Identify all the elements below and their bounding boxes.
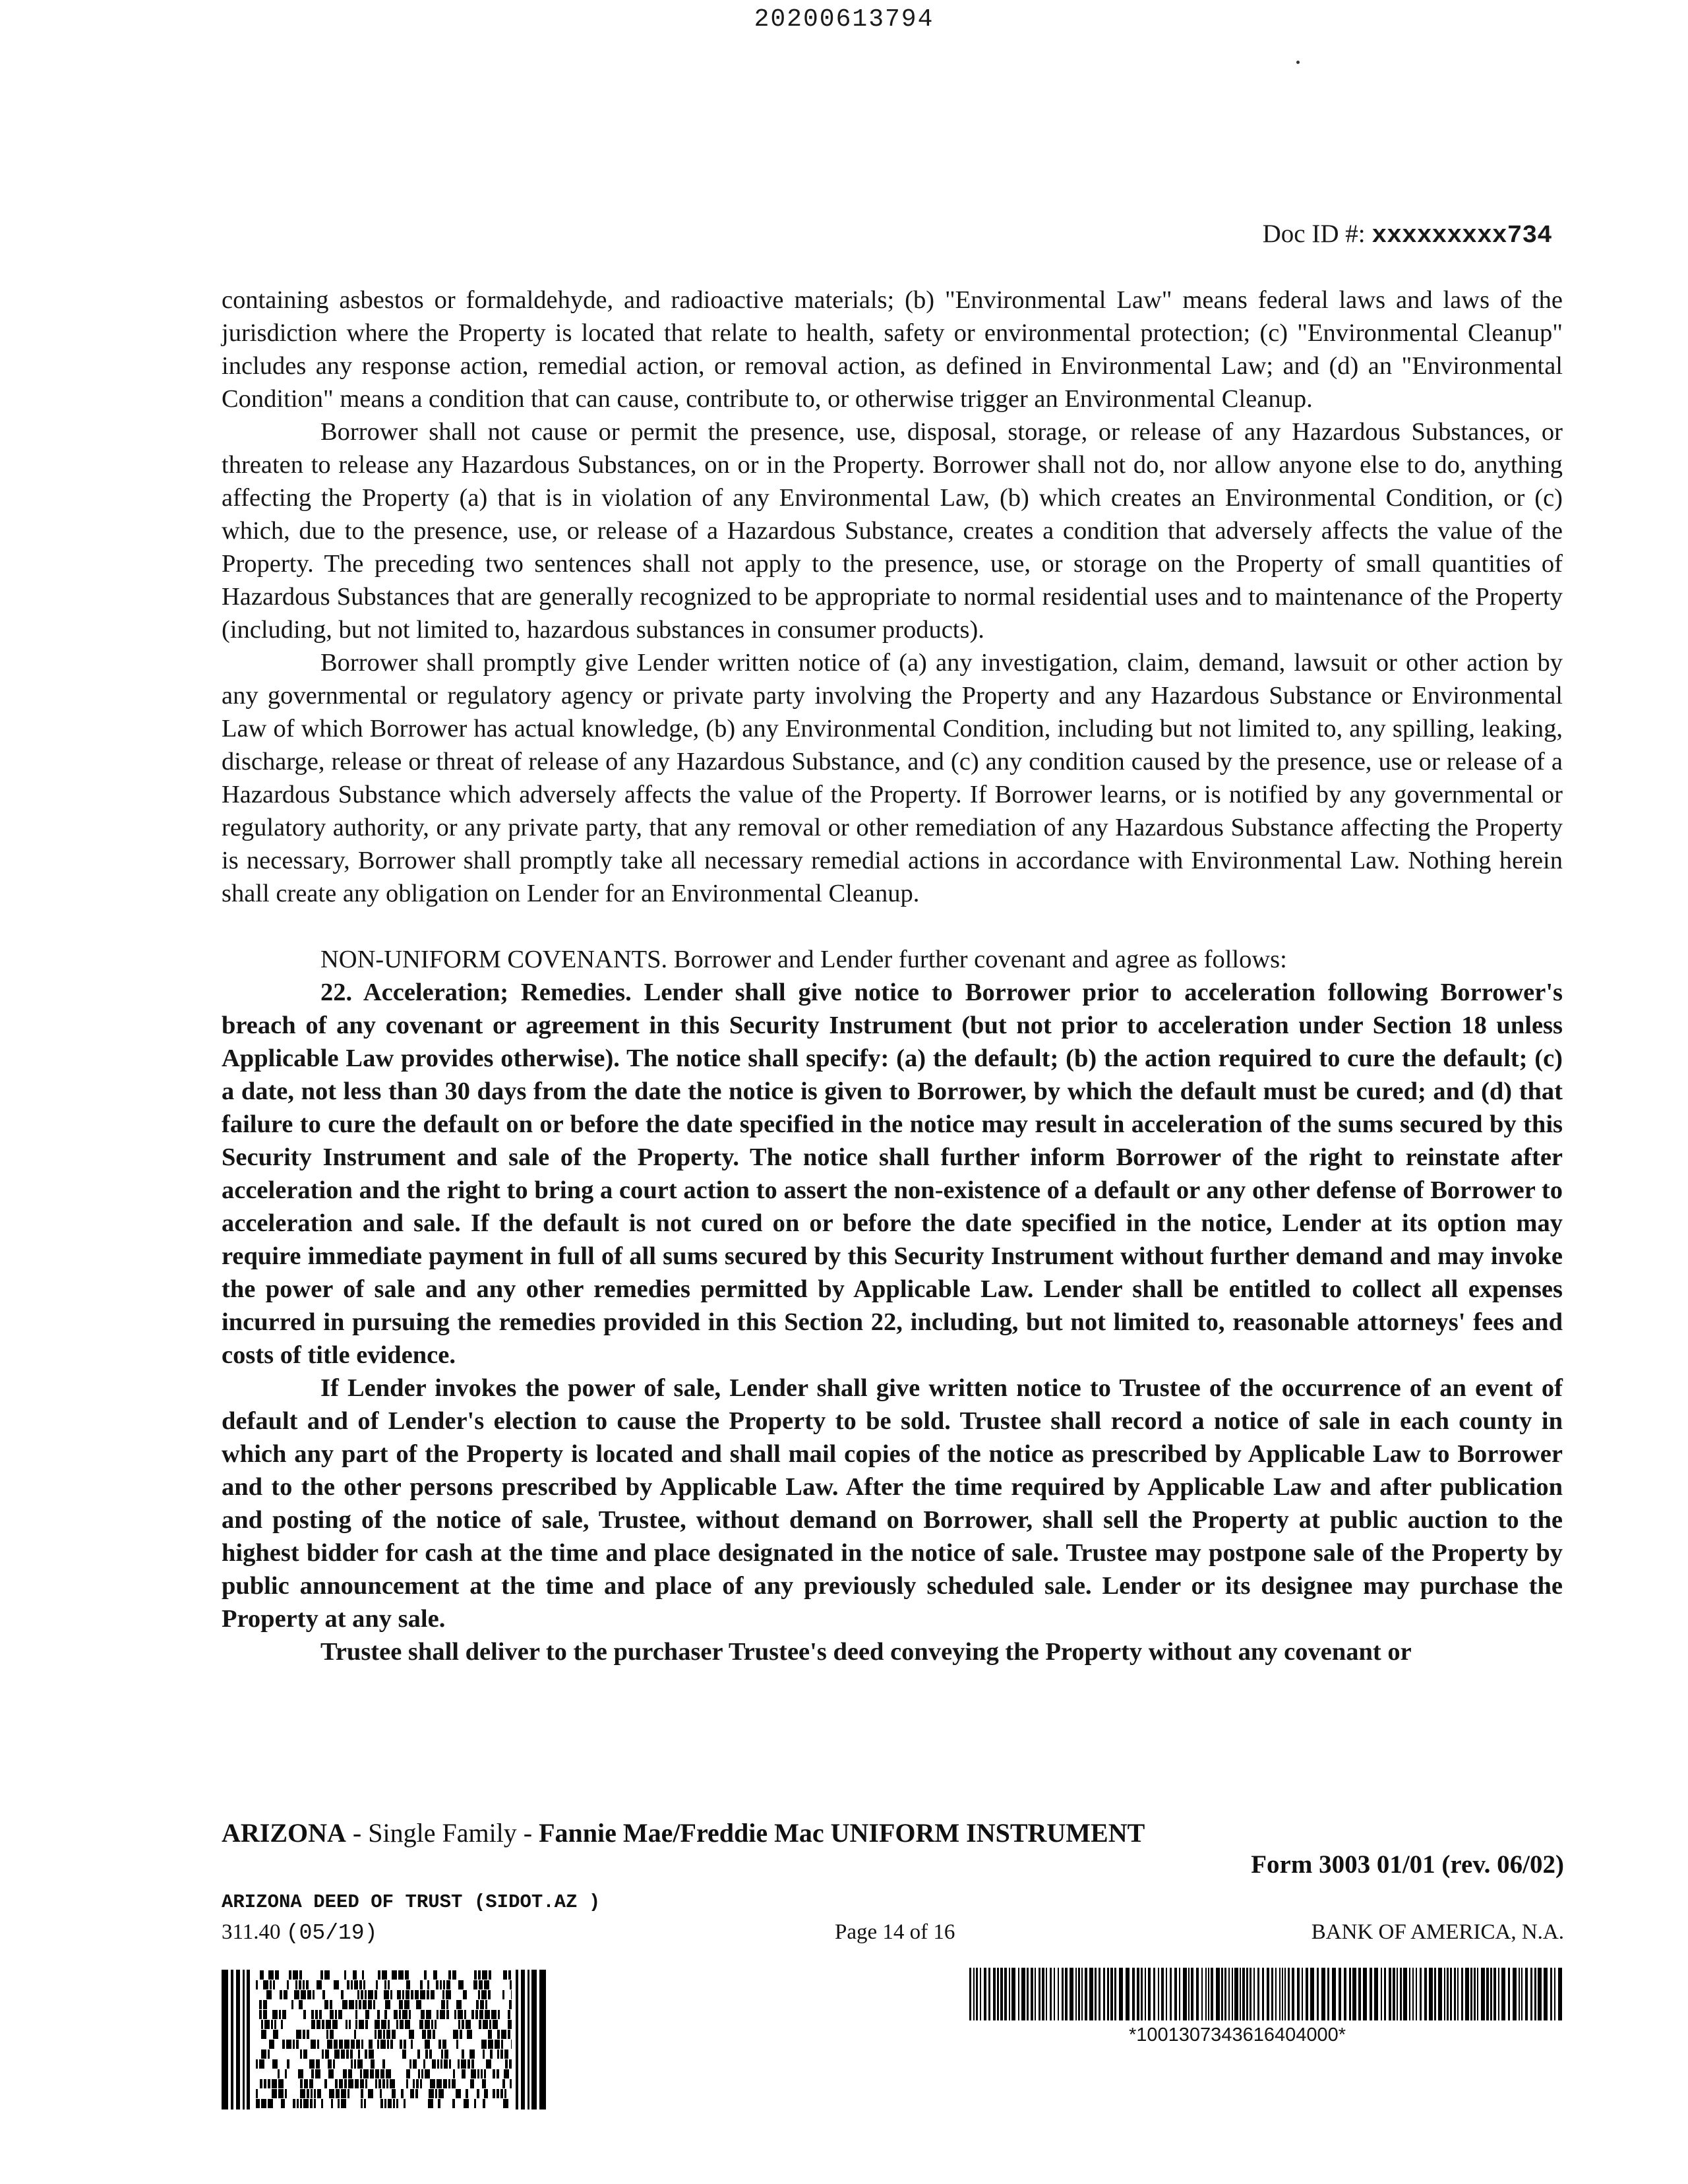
footer-title — [222, 1817, 1145, 1848]
doc-id-value: xxxxxxxxx734 — [1372, 222, 1552, 250]
bank-name: BANK OF AMERICA, N.A. — [1311, 1920, 1564, 1944]
footer-title-bold: Fannie Mae/Freddie Mac UNIFORM INSTRUMENT — [539, 1818, 1145, 1848]
paragraph-environmental-definitions: containing asbestos or formaldehyde, and radioactive materials; (b) "Environmental Law" means federal laws and laws of the jurisdiction where the Property is located that relate to health, safety or environmental protection; (c) "Environmental Cleanup" includes any response action, remedial action, or removal action, as defined in Environmental Law; and (d) an "Environmental Condition" means a condition that can cause, contribute to, or otherwise trigger an Environmental Cleanup. — [222, 286, 1563, 413]
paragraph-trustee-deed: Trustee shall deliver to the purchaser Trustee's deed conveying the Property without any covenant or — [320, 1638, 1412, 1666]
non-uniform-covenants-heading: NON-UNIFORM COVENANTS. Borrower and Lender further covenant and agree as follows: — [320, 946, 1287, 973]
doc-id-label: Doc ID #: — [1262, 220, 1366, 248]
paragraph-power-of-sale: If Lender invokes the power of sale, Lender shall give written notice to Trustee of the occurrence of an event of default and of Lender's election to cause the Property to be sold. Trustee shall record a notice of sale in each county in which any part of the Property is located and shall mail copies of the notice as prescribed by Applicable Law to Borrower and to the other persons prescribed by Applicable Law. After the time required by Applicable Law and after publication and posting of the notice of sale, Trustee, without demand on Borrower, shall sell the Property at public auction to the highest bidder for cash at the time and place designated in the notice of sale. Trustee may postpone sale of the Property by public announcement at the time and place of any previously scheduled sale. Lender or its designee may purchase the Property at any sale. — [222, 1374, 1563, 1633]
recording-number: 20200613794 — [754, 5, 934, 34]
scan-speck — [1296, 61, 1300, 64]
document-body — [222, 284, 1563, 1668]
revision-code-date: (05/19) — [286, 1921, 378, 1945]
revision-code — [222, 1920, 377, 1945]
stacked-2d-barcode — [222, 1970, 546, 2109]
revision-code-prefix: 311.40 — [222, 1920, 286, 1944]
section-22-acceleration: 22. Acceleration; Remedies. Lender shall give notice to Borrower prior to acceleration following Borrower's breach of any covenant or agreement in this Security Instrument (but not prior to acceleration under Section 18 unless Applicable Law provides otherwise). The notice shall specify: (a) the default; (b) the action required to cure the default; (c) a date, not less than 30 days from the date the notice is given to Borrower, by which the default must be cured; and (d) that failure to cure the default on or before the date specified in the notice may result in acceleration of the sums secured by this Security Instrument and sale of the Property. The notice shall further inform Borrower of the right to reinstate after acceleration and the right to bring a court action to assert the non-existence of a default or any other defense of Borrower to acceleration and sale. If the default is not cured on or before the date specified in the notice, Lender at its option may require immediate payment in full of all sums secured by this Security Instrument without further demand and may invoke the power of sale and any other remedies permitted by Applicable Law. Lender shall be entitled to collect all expenses incurred in pursuing the remedies provided in this Section 22, including, but not limited to, reasonable attorneys' fees and costs of title evidence. — [222, 979, 1563, 1369]
form-number: Form 3003 01/01 (rev. 06/02) — [1251, 1850, 1564, 1879]
footer-state: ARIZONA — [222, 1818, 346, 1848]
paragraph-notice-obligation: Borrower shall promptly give Lender written notice of (a) any investigation, claim, demand, lawsuit or other action by any governmental or regulatory agency or private party involving the Property and any Hazardous Substance or Environmental Law of which Borrower has actual knowledge, (b) any Environmental Condition, including but not limited to, any spilling, leaking, discharge, release or threat of release of any Hazardous Substance, and (c) any condition caused by the presence, use or release of a Hazardous Substance which adversely affects the value of the Property. If Borrower learns, or is notified by any governmental or regulatory authority, or any private party, that any removal or other remediation of any Hazardous Substance affecting the Property is necessary, Borrower shall promptly take all necessary remedial actions in accordance with Environmental Law. Nothing herein shall create any obligation on Lender for an Environmental Cleanup. — [222, 649, 1563, 907]
page-number: Page 14 of 16 — [835, 1920, 955, 1944]
paragraph-hazardous-substances: Borrower shall not cause or permit the presence, use, disposal, storage, or release of any Hazardous Substances, or threaten to release any Hazardous Substances, on or in the Property. Borrower shall not do, nor allow anyone else to do, anything affecting the Property (a) that is in violation of any Environmental Law, (b) which creates an Environmental Condition, or (c) which, due to the presence, use, or release of a Hazardous Substance, creates a condition that adversely affects the value of the Property. The preceding two sentences shall not apply to the presence, use, or storage on the Property of small quantities of Hazardous Substances that are generally recognized to be appropriate to normal residential uses and to maintenance of the Property (including, but not limited to, hazardous substances in consumer products). — [222, 418, 1563, 644]
deed-name: ARIZONA DEED OF TRUST (SIDOT.AZ ) — [222, 1891, 601, 1913]
linear-barcode — [969, 1968, 1563, 2020]
barcode-number: *1001307343616404000* — [1129, 2024, 1346, 2046]
doc-id — [1263, 219, 1552, 250]
footer-title-middle: - Single Family - — [346, 1818, 539, 1848]
